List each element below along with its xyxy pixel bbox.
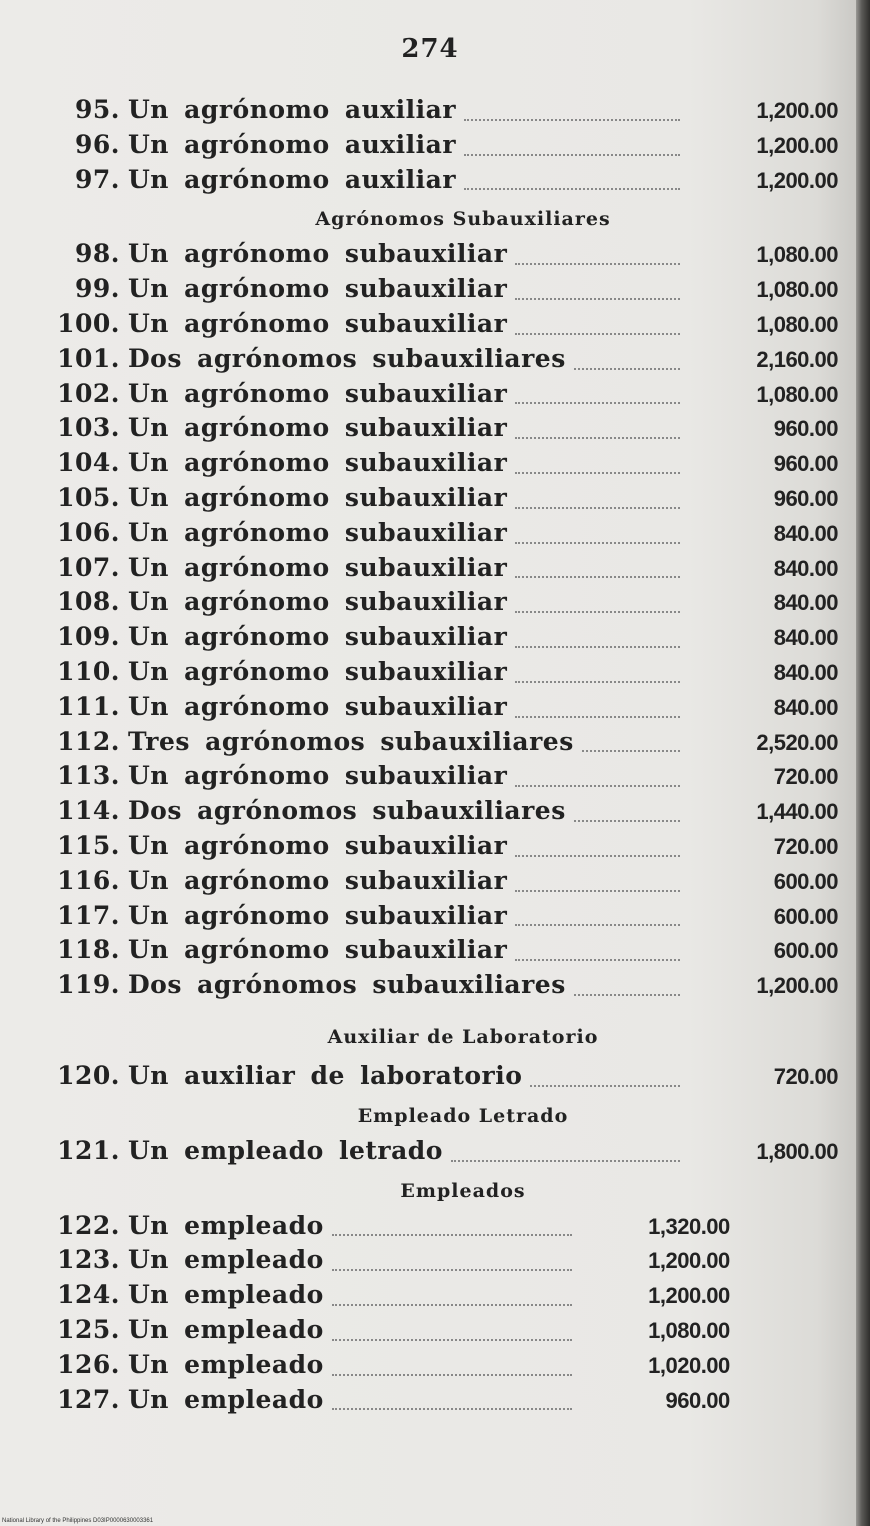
item-description: Un empleado	[128, 1245, 324, 1275]
item-amount: 1,200.00	[756, 167, 838, 193]
item-description: Un agrónomo subauxiliar	[128, 622, 508, 652]
item-amount: 1,200.00	[648, 1248, 730, 1274]
list-item	[48, 1385, 838, 1420]
item-amount: 1,020.00	[648, 1352, 730, 1378]
item-number: 118.	[57, 935, 120, 965]
item-description: Un agrónomo subauxiliar	[128, 552, 508, 582]
list-item	[48, 1245, 838, 1280]
dot-leader	[574, 819, 680, 822]
item-amount: 960.00	[773, 451, 838, 477]
list-item	[48, 831, 838, 866]
item-number: 125.	[57, 1314, 120, 1344]
item-amount: 720.00	[773, 833, 838, 859]
item-number: 117.	[57, 900, 120, 930]
item-number: 119.	[57, 970, 120, 1000]
item-description: Un agrónomo subauxiliar	[128, 656, 508, 686]
item-number: 113.	[57, 761, 120, 791]
list-item	[48, 344, 838, 379]
dot-leader	[332, 1233, 572, 1236]
item-description: Un agrónomo subauxiliar	[128, 517, 508, 547]
item-amount: 1,080.00	[756, 242, 838, 268]
item-number: 99.	[75, 274, 120, 304]
scan-footer: National Library of the Philippines D03IP0000630003361	[2, 1518, 154, 1524]
item-number: 101.	[57, 343, 120, 373]
section-heading: Auxiliar de Laboratorio	[327, 1025, 599, 1048]
list-item	[48, 448, 838, 483]
dot-leader	[515, 923, 680, 926]
list-item	[48, 901, 838, 936]
item-description: Un agrónomo subauxiliar	[128, 587, 508, 617]
item-amount: 840.00	[773, 625, 838, 651]
item-number: 120.	[57, 1060, 120, 1090]
item-amount: 840.00	[773, 555, 838, 581]
list-item	[48, 1315, 838, 1350]
item-number: 110.	[57, 656, 120, 686]
item-amount: 840.00	[773, 659, 838, 685]
item-description: Un agrónomo subauxiliar	[128, 378, 508, 408]
dot-leader	[582, 749, 680, 752]
item-amount: 840.00	[773, 694, 838, 720]
section-heading: Empleados	[400, 1179, 526, 1202]
list-item	[48, 727, 838, 762]
item-amount: 1,200.00	[756, 132, 838, 158]
item-description: Un agrónomo subauxiliar	[128, 761, 508, 791]
dot-leader	[332, 1268, 572, 1271]
item-number: 102.	[57, 378, 120, 408]
list-item	[48, 796, 838, 831]
item-description: Dos agrónomos subauxiliares	[128, 343, 566, 373]
list-item	[48, 935, 838, 970]
item-number: 104.	[57, 448, 120, 478]
item-number: 122.	[57, 1210, 120, 1240]
list-item	[48, 1061, 838, 1096]
dot-leader	[530, 1084, 680, 1087]
list-item	[48, 309, 838, 344]
dot-leader	[515, 541, 680, 544]
dot-leader	[332, 1407, 572, 1410]
list-item	[48, 553, 838, 588]
item-description: Un empleado	[128, 1210, 324, 1240]
item-amount: 1,200.00	[756, 98, 838, 123]
item-amount: 600.00	[773, 903, 838, 929]
list-item	[48, 587, 838, 622]
item-number: 126.	[57, 1349, 120, 1379]
dot-leader	[515, 332, 680, 335]
item-number: 105.	[57, 482, 120, 512]
item-amount: 1,080.00	[756, 277, 838, 303]
item-number: 115.	[57, 830, 120, 860]
budget-list	[48, 95, 838, 1419]
item-description: Un agrónomo subauxiliar	[128, 935, 508, 965]
item-description: Dos agrónomos subauxiliares	[128, 970, 566, 1000]
item-description: Un auxiliar de laboratorio	[128, 1060, 523, 1090]
list-item	[48, 622, 838, 657]
list-item	[48, 970, 838, 1005]
section-heading: Empleado Letrado	[357, 1104, 569, 1127]
item-description: Un agrónomo subauxiliar	[128, 830, 508, 860]
dot-leader	[515, 575, 680, 578]
item-number: 123.	[57, 1245, 120, 1275]
item-number: 107.	[57, 552, 120, 582]
item-description: Un empleado	[128, 1384, 324, 1414]
item-amount: 960.00	[773, 416, 838, 442]
item-amount: 720.00	[773, 764, 838, 790]
dot-leader	[515, 297, 680, 300]
item-description: Un agrónomo subauxiliar	[128, 691, 508, 721]
item-number: 100.	[57, 308, 120, 338]
dot-leader	[515, 645, 680, 648]
list-item	[48, 1136, 838, 1171]
item-amount: 1,200.00	[648, 1283, 730, 1309]
list-item	[48, 130, 838, 165]
list-item	[48, 483, 838, 518]
item-number: 112.	[57, 726, 120, 756]
list-item	[48, 239, 838, 274]
item-description: Un agrónomo subauxiliar	[128, 413, 508, 443]
list-item	[48, 761, 838, 796]
item-description: Un agrónomo subauxiliar	[128, 865, 508, 895]
item-amount: 1,080.00	[756, 311, 838, 337]
list-item	[48, 866, 838, 901]
item-number: 103.	[57, 413, 120, 443]
list-item	[48, 95, 838, 130]
list-item	[48, 274, 838, 309]
item-description: Un agrónomo subauxiliar	[128, 448, 508, 478]
list-item	[48, 1350, 838, 1385]
item-number: 127.	[57, 1384, 120, 1414]
item-number: 111.	[57, 691, 120, 721]
list-item	[48, 657, 838, 692]
item-description: Un agrónomo subauxiliar	[128, 239, 508, 269]
dot-leader	[515, 506, 680, 509]
item-description: Dos agrónomos subauxiliares	[128, 796, 566, 826]
item-description: Un empleado	[128, 1314, 324, 1344]
dot-leader	[574, 993, 680, 996]
item-description: Un agrónomo auxiliar	[128, 95, 457, 124]
item-description: Un agrónomo subauxiliar	[128, 274, 508, 304]
dot-leader	[464, 153, 680, 156]
item-description: Tres agrónomos subauxiliares	[128, 726, 574, 756]
list-item	[48, 692, 838, 727]
dot-leader	[515, 610, 680, 613]
dot-leader	[574, 367, 680, 370]
item-description: Un agrónomo subauxiliar	[128, 308, 508, 338]
item-amount: 600.00	[773, 868, 838, 894]
item-number: 95.	[75, 95, 120, 124]
dot-leader	[464, 187, 680, 190]
dot-leader	[515, 471, 680, 474]
dot-leader	[515, 680, 680, 683]
dot-leader	[332, 1338, 572, 1341]
item-description: Un empleado letrado	[128, 1135, 443, 1165]
item-amount: 720.00	[773, 1063, 838, 1089]
page-number: 274	[401, 34, 459, 64]
item-amount: 1,320.00	[648, 1213, 730, 1239]
list-item	[48, 1280, 838, 1315]
section-heading: Agrónomos Subauxiliares	[315, 208, 611, 231]
dot-leader	[515, 784, 680, 787]
item-number: 109.	[57, 622, 120, 652]
item-number: 121.	[57, 1135, 120, 1165]
list-item	[48, 1211, 838, 1246]
dot-leader	[332, 1373, 572, 1376]
item-number: 114.	[57, 796, 120, 826]
item-description: Un agrónomo subauxiliar	[128, 900, 508, 930]
item-amount: 960.00	[773, 485, 838, 511]
item-amount: 1,800.00	[756, 1138, 838, 1164]
item-number: 116.	[57, 865, 120, 895]
item-amount: 960.00	[665, 1387, 730, 1413]
dot-leader	[515, 715, 680, 718]
item-description: Un empleado	[128, 1349, 324, 1379]
dot-leader	[464, 118, 680, 121]
dot-leader	[515, 401, 680, 404]
dot-leader	[515, 436, 680, 439]
item-amount: 840.00	[773, 520, 838, 546]
item-description: Un agrónomo auxiliar	[128, 129, 457, 159]
item-description: Un empleado	[128, 1280, 324, 1310]
item-amount: 2,520.00	[756, 729, 838, 755]
dot-leader	[451, 1159, 680, 1162]
item-number: 108.	[57, 587, 120, 617]
item-amount: 1,080.00	[648, 1317, 730, 1343]
item-number: 97.	[75, 164, 120, 194]
item-amount: 840.00	[773, 590, 838, 616]
list-item	[48, 165, 838, 200]
dot-leader	[515, 854, 680, 857]
dot-leader	[332, 1303, 572, 1306]
item-number: 98.	[75, 239, 120, 269]
item-number: 106.	[57, 517, 120, 547]
list-item	[48, 518, 838, 553]
dot-leader	[515, 889, 680, 892]
list-item	[48, 413, 838, 448]
item-number: 124.	[57, 1280, 120, 1310]
list-item	[48, 379, 838, 414]
item-number: 96.	[75, 129, 120, 159]
item-amount: 2,160.00	[756, 346, 838, 372]
item-amount: 1,080.00	[756, 381, 838, 407]
item-amount: 1,440.00	[756, 799, 838, 825]
item-amount: 1,200.00	[756, 973, 838, 999]
page-edge-shadow	[856, 0, 870, 1526]
dot-leader	[515, 958, 680, 961]
item-description: Un agrónomo auxiliar	[128, 164, 457, 194]
item-description: Un agrónomo subauxiliar	[128, 482, 508, 512]
item-amount: 600.00	[773, 938, 838, 964]
dot-leader	[515, 262, 680, 265]
